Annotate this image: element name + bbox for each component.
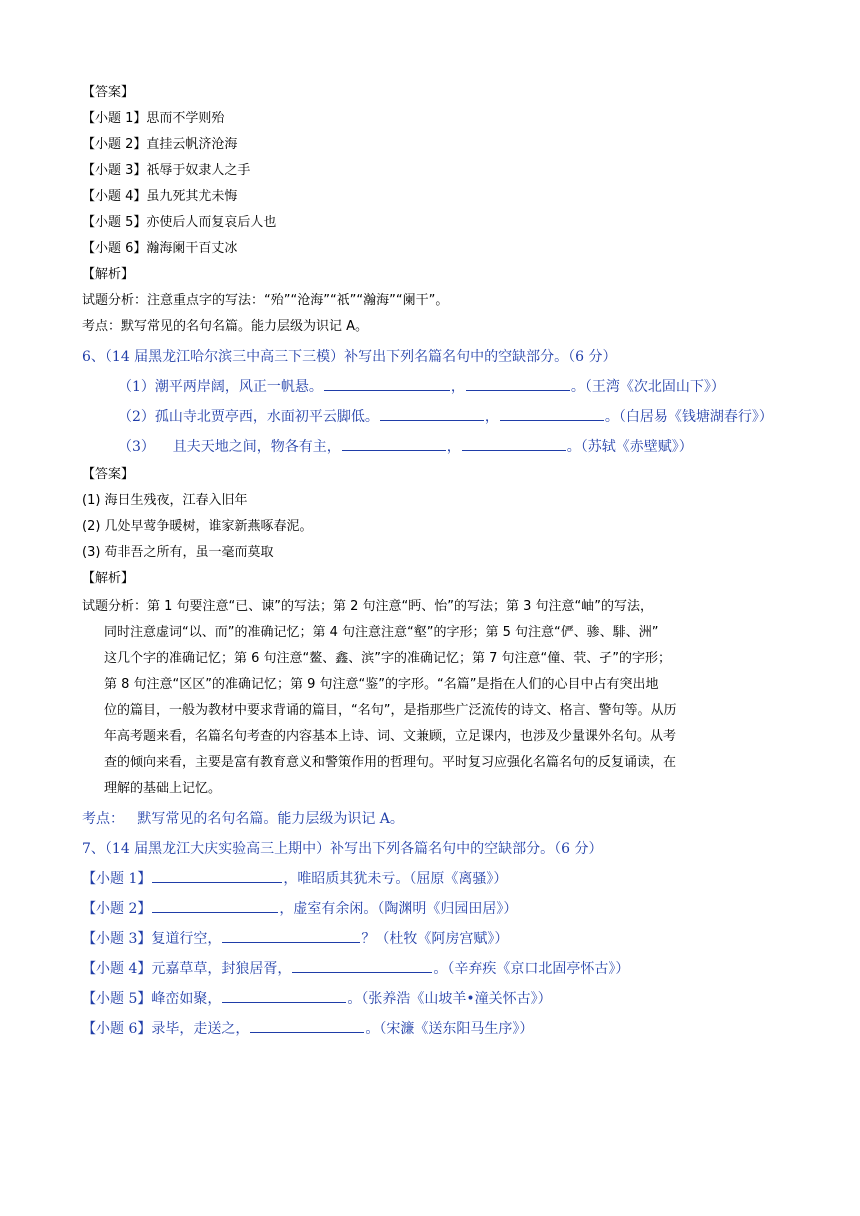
item-tag: 【小题 6】	[82, 1021, 152, 1037]
item-tag: 【小题 6】	[82, 241, 147, 256]
answer-item: (2) 几处早莺争暖树，谁家新燕啄春泥。	[82, 519, 313, 534]
fill-prompt: （3） 且夫天地之间，物各有主，	[118, 439, 341, 455]
fill-sep: ，	[484, 409, 499, 425]
fill-blank	[462, 438, 566, 451]
answer-heading: 【答案】	[82, 85, 135, 100]
fill-item	[82, 870, 507, 888]
fill-source: 。（张养浩《山坡羊•潼关怀古》）	[347, 991, 552, 1007]
item-tag: 【小题 4】	[82, 189, 147, 204]
fill-item	[118, 438, 693, 456]
fill-source: ，虚室有余闲。（陶渊明《归园田居》）	[279, 901, 518, 917]
fill-source: 。（辛弃疾《京口北固亭怀古》）	[433, 961, 630, 977]
analysis-heading: 【解析】	[82, 571, 135, 586]
answer-item	[82, 240, 237, 258]
fill-item	[82, 1020, 533, 1038]
fill-item	[118, 408, 773, 426]
item-tag: 【小题 1】	[82, 871, 152, 887]
analysis-text: 第 8 句注意“区区”的准确记忆；第 9 句注意“鉴”的字形。“名篇”是指在人们的心目中占有突出地	[104, 677, 659, 692]
analysis-text: 位的篇目，一般为教材中要求背诵的篇目，“名句”，是指那些广泛流传的诗文、格言、警句等。从历	[104, 703, 677, 718]
fill-blank	[380, 408, 484, 421]
analysis-text: 这几个字的准确记忆；第 6 句注意“鳌、鑫、滨”字的准确记忆；第 7 句注意“僮、茕、孑”的字形；	[104, 651, 672, 666]
fill-source: 。（王湾《次北固山下》）	[570, 379, 725, 395]
item-tag: 【小题 3】	[82, 931, 152, 947]
item-tag: 【小题 2】	[82, 137, 147, 152]
kaodian-text: 考点： 默写常见的名句名篇。能力层级为识记 A。	[82, 811, 404, 827]
item-text: 思而不学则殆	[146, 111, 225, 126]
item-tag: 【小题 3】	[82, 163, 147, 178]
fill-prompt: 峰峦如聚，	[151, 991, 222, 1007]
fill-blank	[222, 990, 346, 1003]
analysis-text: 试题分析：注意重点字的写法：“殆”“沧海”“祇”“瀚海”“阑干”。	[82, 293, 449, 308]
fill-source: 。（苏轼《赤壁赋》）	[566, 439, 693, 455]
fill-blank	[466, 378, 570, 391]
fill-source: ，唯昭质其犹未亏。（屈原《离骚》）	[283, 871, 508, 887]
answer-heading: 【答案】	[82, 467, 135, 482]
item-text: 虽九死其尤未悔	[146, 189, 238, 204]
fill-prompt: 元嘉草草，封狼居胥，	[151, 961, 292, 977]
fill-source: 。（白居易《钱塘湖春行》）	[604, 409, 773, 425]
item-text: 瀚海阑干百丈冰	[146, 241, 238, 256]
fill-item	[118, 378, 725, 396]
fill-blank	[324, 378, 450, 391]
kaodian-text: 考点：默写常见的名句名篇。能力层级为识记 A。	[82, 319, 369, 334]
analysis-text: 同时注意虚词“以、而”的准确记忆；第 4 句注意注意“壑”的字形；第 5 句注意“俨、骖、騑、洲”	[104, 625, 659, 640]
analysis-heading: 【解析】	[82, 267, 135, 282]
item-text: 祇辱于奴隶人之手	[146, 163, 251, 178]
fill-blank	[500, 408, 604, 421]
fill-blank	[292, 960, 432, 973]
question-6-title: 6、（14 届黑龙江哈尔滨三中高三下三模）补写出下列名篇名句中的空缺部分。（6 分）	[82, 349, 617, 365]
item-tag: 【小题 5】	[82, 991, 152, 1007]
item-tag: 【小题 5】	[82, 215, 147, 230]
fill-source: ？（杜牧《阿房宫赋》）	[361, 931, 509, 947]
fill-sep: ，	[450, 379, 465, 395]
item-tag: 【小题 4】	[82, 961, 152, 977]
analysis-text: 试题分析：第 1 句要注意“已、谏”的写法；第 2 句注意“眄、怡”的写法；第 3 句注意“岫”的写法，	[82, 599, 654, 614]
fill-item	[82, 990, 552, 1008]
fill-prompt: （2）孤山寺北贾亭西，水面初平云脚低。	[118, 409, 379, 425]
answer-item	[82, 188, 237, 206]
fill-prompt: 复道行空，	[151, 931, 222, 947]
fill-source: 。（宋濂《送东阳马生序》）	[365, 1021, 534, 1037]
item-text: 亦使后人而复哀后人也	[146, 215, 277, 230]
answer-item: (3) 苟非吾之所有，虽一毫而莫取	[82, 545, 274, 560]
fill-prompt: 录毕，走送之，	[151, 1021, 250, 1037]
analysis-text: 年高考题来看，名篇名句考查的内容基本上诗、词、文兼顾，立足课内，也涉及少量课外名句。从考	[104, 729, 677, 744]
fill-sep: ，	[446, 439, 461, 455]
fill-blank	[152, 900, 278, 913]
fill-item	[82, 930, 508, 948]
answer-item	[82, 162, 250, 180]
fill-prompt: （1）潮平两岸阔，风正一帆悬。	[118, 379, 323, 395]
fill-blank	[222, 930, 360, 943]
fill-item	[82, 960, 629, 978]
answer-item	[82, 110, 224, 128]
fill-blank	[152, 870, 282, 883]
item-tag: 【小题 1】	[82, 111, 147, 126]
answer-item	[82, 136, 237, 154]
fill-item	[82, 900, 517, 918]
answer-item	[82, 214, 276, 232]
item-tag: 【小题 2】	[82, 901, 152, 917]
fill-blank	[342, 438, 446, 451]
item-text: 直挂云帆济沧海	[146, 137, 238, 152]
analysis-text: 查的倾向来看，主要是富有教育意义和警策作用的哲理句。平时复习应强化名篇名句的反复诵读，在	[104, 755, 677, 770]
answer-item: (1) 海日生残夜，江春入旧年	[82, 493, 248, 508]
fill-blank	[250, 1020, 364, 1033]
analysis-text: 理解的基础上记忆。	[104, 781, 222, 796]
question-7-title: 7、（14 届黑龙江大庆实验高三上期中）补写出下列各篇名句中的空缺部分。（6 分）	[82, 841, 603, 857]
